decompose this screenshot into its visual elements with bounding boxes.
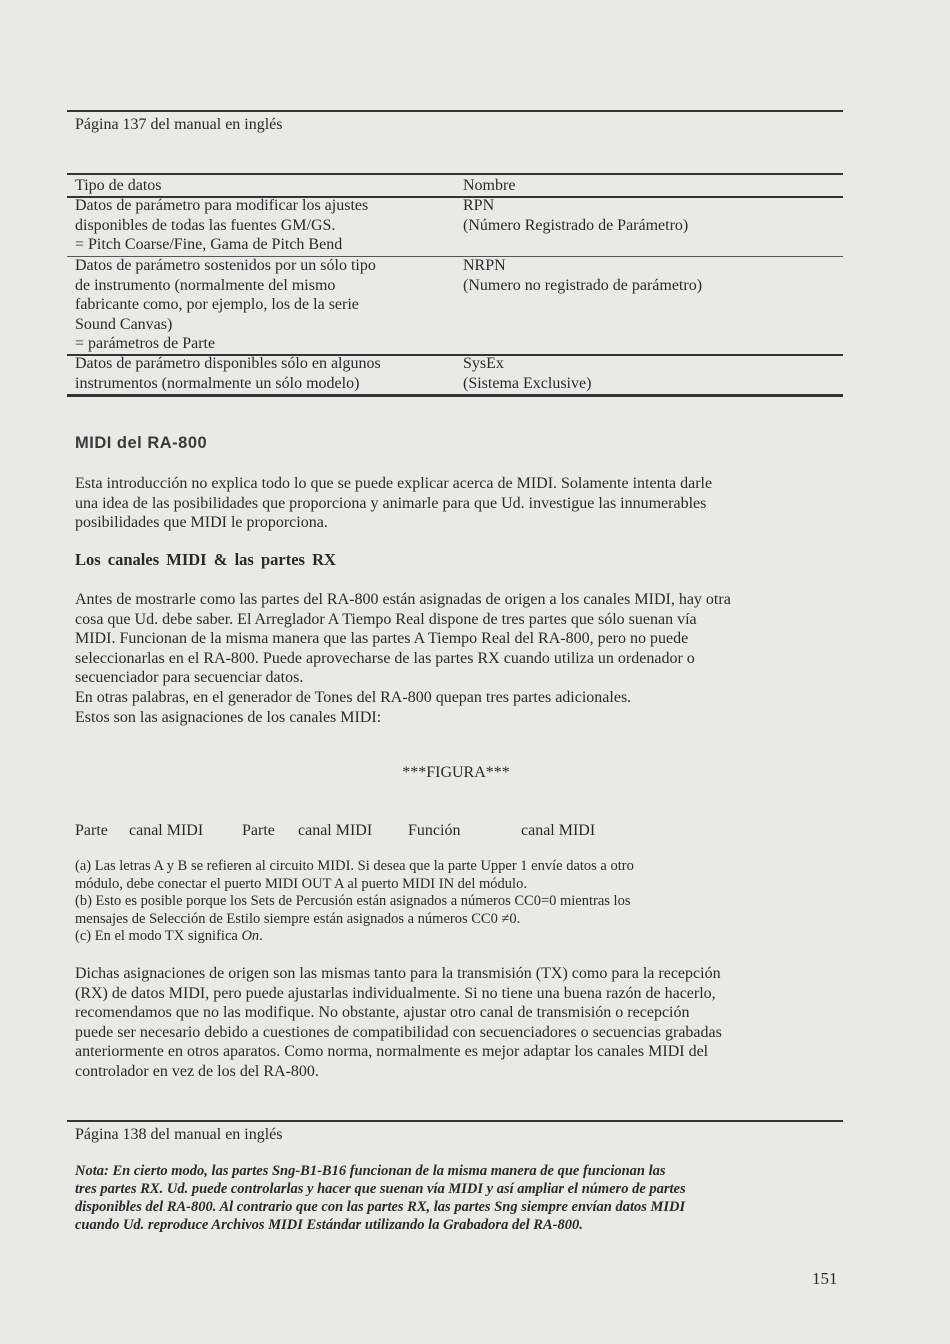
table-header-type: Tipo de datos bbox=[75, 177, 162, 194]
note-line: tres partes RX. Ud. puede controlarlas y hacer que suenan vía MIDI y así ampliar el número de partes bbox=[75, 1181, 686, 1197]
table-cell-name-line: NRPN bbox=[463, 257, 506, 274]
column-label: canal MIDI bbox=[129, 822, 204, 839]
table-cell-name-line: RPN bbox=[463, 197, 495, 214]
paragraph-line: anteriormente en otros aparatos. Como norma, normalmente es mejor adaptar los canales MIDI del bbox=[75, 1043, 709, 1061]
section-heading-midi: MIDI del RA-800 bbox=[75, 434, 208, 452]
table-cell-name-line: (Número Registrado de Parámetro) bbox=[463, 216, 689, 234]
table-cell-type-line: fabricante como, por ejemplo, los de la serie bbox=[75, 296, 359, 314]
section-rule bbox=[67, 1120, 843, 1122]
footnote-line: (b) Esto es posible porque los Sets de Percusión están asignados a números CC0=0 mientras los bbox=[75, 893, 631, 909]
paragraph-line: MIDI. Funcionan de la misma manera que las partes A Tiempo Real del RA-800, pero no puede bbox=[75, 630, 689, 648]
table-cell-type-line: = parámetros de Parte bbox=[75, 335, 216, 353]
figure-placeholder: ***FIGURA*** bbox=[402, 764, 510, 781]
column-label: canal MIDI bbox=[298, 822, 373, 839]
footnote-c-end: . bbox=[259, 928, 263, 944]
table-cell-type-line: = Pitch Coarse/Fine, Gama de Pitch Bend bbox=[75, 236, 343, 254]
footnote-line: mensajes de Selección de Estilo siempre están asignados a números CC0 ≠0. bbox=[75, 910, 521, 927]
table-bottom-rule bbox=[67, 394, 843, 397]
paragraph-line: posibilidades que MIDI le proporciona. bbox=[75, 514, 328, 532]
column-label: Parte bbox=[75, 822, 108, 839]
page-number: 151 bbox=[812, 1269, 838, 1288]
table-cell-type-line: de instrumento (normalmente del mismo bbox=[75, 276, 336, 294]
paragraph-line: Esta introducción no explica todo lo que se puede explicar acerca de MIDI. Solamente intenta darle bbox=[75, 475, 713, 492]
table-cell-type-line: Datos de parámetro sostenidos por un sólo tipo bbox=[75, 257, 376, 274]
footnote-line-c bbox=[75, 928, 263, 946]
paragraph-line: secuenciador para secuenciar datos. bbox=[75, 669, 304, 687]
note-line: disponibles del RA-800. Al contrario que con las partes RX, las partes Sng siempre envían datos MIDI bbox=[75, 1199, 686, 1215]
paragraph-line: puede ser necesario debido a cuestiones de compatibilidad con secuenciadores o secuencias grabadas bbox=[75, 1023, 722, 1041]
table-cell-type-line: Sound Canvas) bbox=[75, 315, 173, 333]
top-rule bbox=[67, 110, 843, 112]
column-label: Parte bbox=[242, 822, 275, 839]
paragraph-line: (RX) de datos MIDI, pero puede ajustarlas individualmente. Si no tiene una buena razón de hacerlo, bbox=[75, 984, 716, 1002]
paragraph-line: seleccionarlas en el RA-800. Puede aprovecharse de las partes RX cuando utiliza un ordenador o bbox=[75, 649, 695, 667]
footnote-line: (a) Las letras A y B se refieren al circuito MIDI. Si desea que la parte Upper 1 envíe datos a otro bbox=[75, 858, 634, 874]
note-line: Nota: En cierto modo, las partes Sng-B1-B16 funcionan de la misma manera de que funcionan las bbox=[75, 1163, 666, 1179]
paragraph-line: una idea de las posibilidades que proporciona y animarle para que Ud. investigue las innumerables bbox=[75, 494, 707, 512]
section-heading-channels: Los canales MIDI & las partes RX bbox=[75, 550, 336, 569]
paragraph-line: Antes de mostrarle como las partes del RA-800 están asignadas de origen a los canales MIDI, hay otra bbox=[75, 591, 731, 608]
column-label: canal MIDI bbox=[521, 822, 596, 839]
page-reference-138: Página 138 del manual en inglés bbox=[75, 1126, 283, 1143]
table-cell-type-line: Datos de parámetro disponibles sólo en algunos bbox=[75, 355, 381, 372]
footnote-c-text: (c) En el modo TX significa bbox=[75, 928, 242, 944]
table-cell-name-line: (Sistema Exclusive) bbox=[463, 374, 592, 392]
table-cell-name-line: (Numero no registrado de parámetro) bbox=[463, 276, 703, 294]
table-cell-name-line: SysEx bbox=[463, 355, 504, 372]
footnote-c-on: On bbox=[241, 928, 260, 944]
paragraph-line: Dichas asignaciones de origen son las mismas tanto para la transmisión (TX) como para la recepción bbox=[75, 965, 721, 982]
paragraph-line: En otras palabras, en el generador de Tones del RA-800 quepan tres partes adicionales. bbox=[75, 689, 632, 706]
table-cell-type-line: disponibles de todas las fuentes GM/GS. bbox=[75, 216, 336, 234]
paragraph-line: controlador en vez de los del RA-800. bbox=[75, 1063, 319, 1080]
table-top-rule bbox=[67, 173, 843, 175]
page-reference-137: Página 137 del manual en inglés bbox=[75, 116, 283, 133]
table-cell-type-line: instrumentos (normalmente un sólo modelo) bbox=[75, 374, 360, 392]
paragraph-line: Estos son las asignaciones de los canales MIDI: bbox=[75, 708, 382, 726]
footnote-line: módulo, debe conectar el puerto MIDI OUT A al puerto MIDI IN del módulo. bbox=[75, 875, 527, 892]
paragraph-line: cosa que Ud. debe saber. El Arreglador A Tiempo Real dispone de tres partes que sólo suenan vía bbox=[75, 610, 697, 628]
note-line: cuando Ud. reproduce Archivos MIDI Estándar utilizando la Grabadora del RA-800. bbox=[75, 1217, 583, 1233]
table-header-name: Nombre bbox=[463, 177, 516, 194]
table-cell-type-line: Datos de parámetro para modificar los ajustes bbox=[75, 197, 369, 214]
paragraph-line: recomendamos que no las modifique. No obstante, ajustar otro canal de transmisión o recepción bbox=[75, 1004, 690, 1022]
column-label: Función bbox=[408, 822, 461, 839]
